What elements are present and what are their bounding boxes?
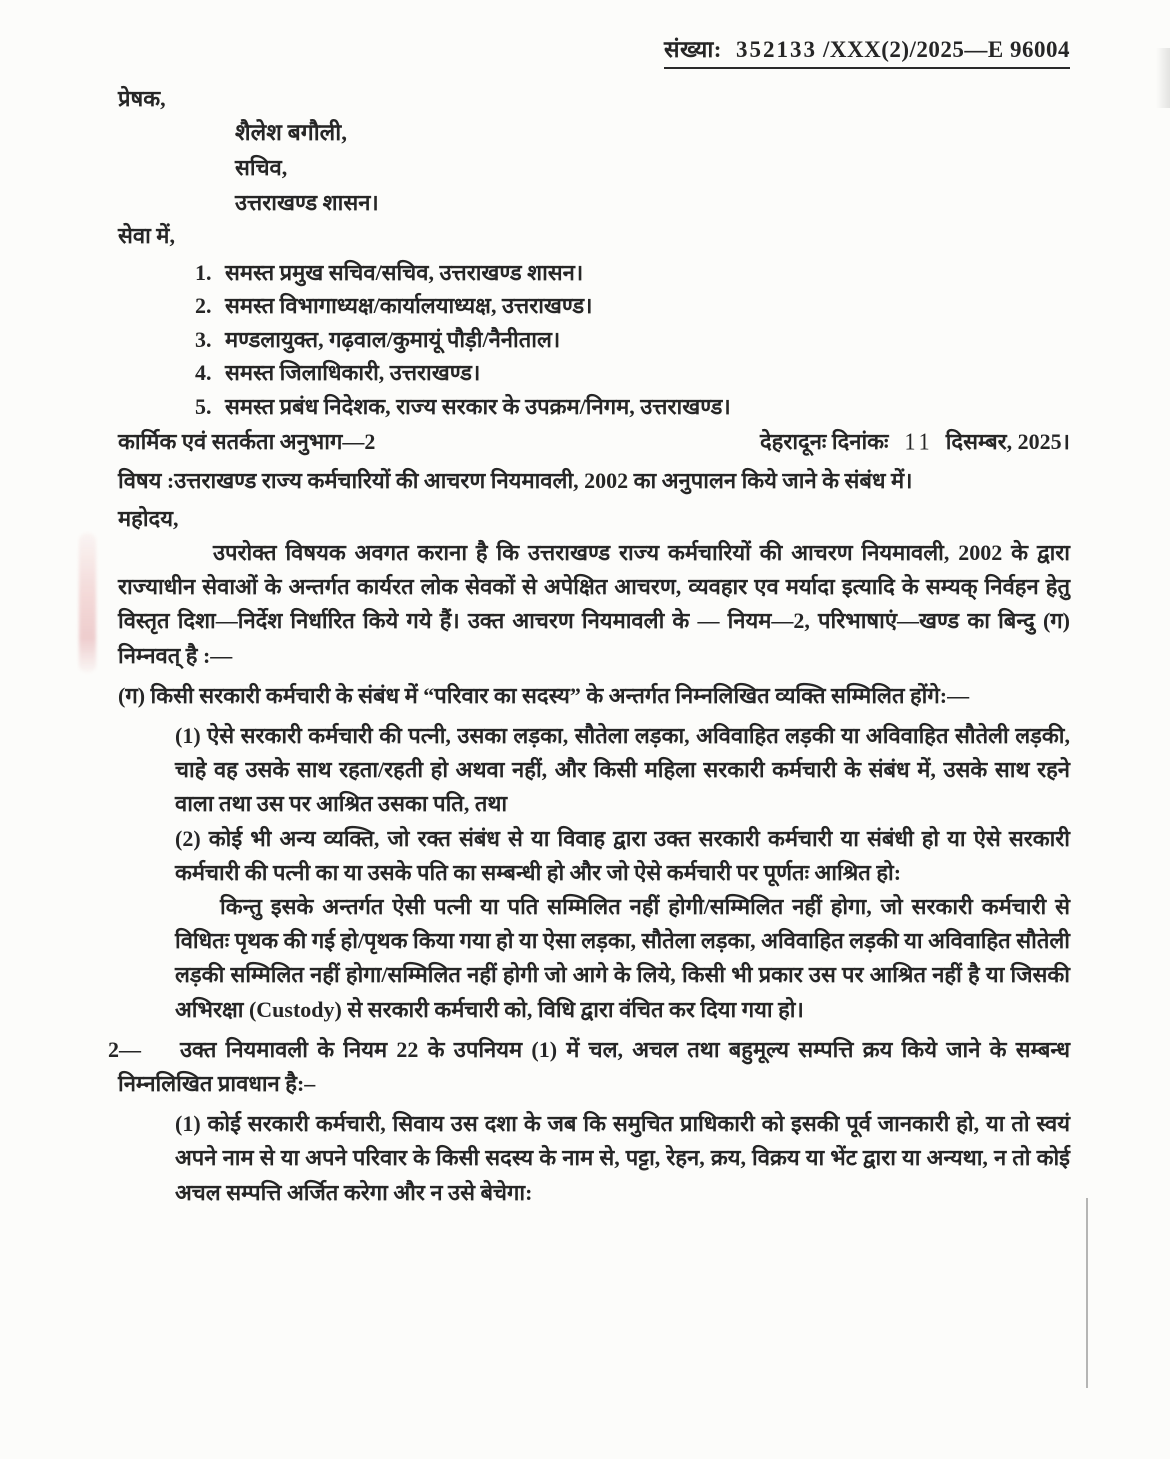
recipient-number: 4.: [195, 360, 212, 386]
body-paragraph-1: उपरोक्त विषयक अवगत कराना है कि उत्तराखण्ड राज्य कर्मचारियों की आचरण नियमावली, 2002 के द्वारा राज्याधीन सेवाओं के अन्तर्गत कार्यरत लोक सेवकों से अपेक्षित आचरण, व्यवहार एव मर्यादा इत्यादि के सम्यक् निर्वहन हेतु विस्तृत दिशा—निर्देश निर्धारित किये गये हैं। उक्त आचरण नियमावली के — नियम—2, परिभाषाएं—खण्ड का बिन्दु (ग) निम्नवत् है :—: [118, 540, 1070, 668]
sender-designation: सचिव,: [235, 155, 288, 180]
recipient-item: [195, 256, 1070, 289]
date-day-handwritten: 11: [904, 427, 934, 455]
subject-text: उत्तराखण्ड राज्य कर्मचारियों की आचरण नियमावली, 2002 का अनुपालन किये जाने के संबंध में।: [174, 468, 913, 494]
recipients-label: सेवा में,: [118, 223, 175, 248]
subject-line: [118, 463, 1070, 498]
date-rest: दिसम्बर, 2025।: [945, 429, 1070, 455]
recipient-number: 1.: [195, 260, 212, 285]
department-section: कार्मिक एवं सतर्कता अनुभाग—2: [118, 429, 376, 455]
rule-22-item-1: (1) कोई सरकारी कर्मचारी, सिवाय उस दशा के जब कि समुचित प्राधिकारी को इसकी पूर्व जानकारी हो, या तो स्वयं अपने नाम से या अपने परिवार के किसी सदस्य के नाम से, पट्टा, रेहन, क्रय, विक्रय या भेंट द्वारा या अन्यथा, न तो कोई अचल सम्पत्ति अर्जित करेगा और न उसे बेचेगा:: [175, 1111, 1070, 1205]
clause-g-item-1: (1) ऐसे सरकारी कर्मचारी की पत्नी, उसका लड़का, सौतेला लड़का, अविवाहित लड़की या अविवाहित सौतेली लड़की, चाहे वह उसके साथ रहता/रहती हो अथवा नहीं, और किसी महिला सरकारी कर्मचारी के संबंध में, उसके साथ रहने वाला तथा उस पर आश्रित उसका पति, तथा: [175, 723, 1070, 817]
sender-organization: उत्तराखण्ड शासन।: [235, 190, 379, 215]
scan-artifact-edge-line: [1086, 1198, 1088, 1388]
scan-artifact-corner-shade: [1156, 48, 1170, 108]
reference-number-rest: /XXX(2)/2025—E 96004: [822, 37, 1070, 62]
reference-number-label: संख्या:: [664, 37, 722, 62]
recipient-item: [195, 323, 1070, 356]
section-and-date-row: [118, 425, 1070, 459]
subject-label: विषय :: [118, 468, 175, 494]
paragraph-2-number: 2—: [108, 1036, 141, 1062]
reference-number: [664, 32, 1070, 69]
recipient-item: [195, 356, 1070, 389]
sender-label: प्रेषक,: [118, 86, 166, 111]
scan-artifact-pink-streak: [79, 533, 96, 673]
body-paragraph-2: [108, 1033, 1070, 1101]
recipient-text: समस्त प्रमुख सचिव/सचिव, उत्तराखण्ड शासन।: [225, 260, 584, 285]
recipient-number: 3.: [195, 326, 212, 352]
salutation: महोदय,: [118, 506, 179, 532]
sender-name: शैलेश बगौली,: [235, 120, 347, 145]
place-date-label: देहरादूनः दिनांकः: [759, 429, 889, 455]
recipient-number: 5.: [195, 393, 212, 419]
paragraph-2-text: उक्त नियमावली के नियम 22 के उपनियम (1) में चल, अचल तथा बहुमूल्य सम्पत्ति क्रय किये जाने के सम्बन्ध निम्नलिखित प्रावधान है:–: [118, 1036, 1070, 1097]
reference-number-handwritten: 352133: [735, 37, 817, 62]
clause-g-item-2: (2) कोई भी अन्य व्यक्ति, जो रक्त संबंध से या विवाह द्वारा उक्त सरकारी कर्मचारी या संबंधी हो या ऐसे सरकारी कर्मचारी की पत्नी का या उसके पति का सम्बन्धी हो और जो ऐसे कर्मचारी पर पूर्णतः आश्रित हो:: [175, 825, 1070, 885]
proviso-paragraph: किन्तु इसके अन्तर्गत ऐसी पत्नी या पति सम्मिलित नहीं होगी/सम्मिलित नहीं होगा, जो सरकारी कर्मचारी से विधितः पृथक की गई हो/पृथक किया गया हो या ऐसा लड़का, सौतेला लड़का, अविवाहित लड़की या अविवाहित सौतेली लड़की सम्मिलित नहीं होगा/सम्मिलित नहीं होगी जो आगे के लिये, किसी भी प्रकार उस पर आश्रित नहीं है या जिसकी अभिरक्षा (Custody) से सरकारी कर्मचारी को, विधि द्वारा वंचित कर दिया गया हो।: [175, 894, 1070, 1022]
place-and-date: [760, 425, 1070, 459]
recipient-text: समस्त जिलाधिकारी, उत्तराखण्ड।: [225, 360, 481, 386]
recipient-text: समस्त प्रबंध निदेशक, राज्य सरकार के उपक्रम/निगम, उत्तराखण्ड।: [225, 393, 731, 419]
sender-block: [235, 115, 1070, 220]
clause-g-paragraph: (ग) किसी सरकारी कर्मचारी के संबंध में “परिवार का सदस्य” के अन्तर्गत निम्नलिखित व्यक्ति सम्मिलित होंगे:—: [118, 682, 970, 708]
recipient-item: [195, 390, 1070, 423]
reference-number-line: [118, 32, 1070, 69]
recipient-text: समस्त विभागाध्यक्ष/कार्यालयाध्यक्ष, उत्तराखण्ड।: [225, 293, 593, 319]
recipient-text: मण्डलायुक्त, गढ़वाल/कुमायूं पौड़ी/नैनीताल।: [225, 326, 561, 352]
recipients-list: [195, 256, 1070, 423]
recipient-item: [195, 289, 1070, 322]
recipient-number: 2.: [195, 293, 212, 319]
letter-content: [108, 32, 1070, 1210]
